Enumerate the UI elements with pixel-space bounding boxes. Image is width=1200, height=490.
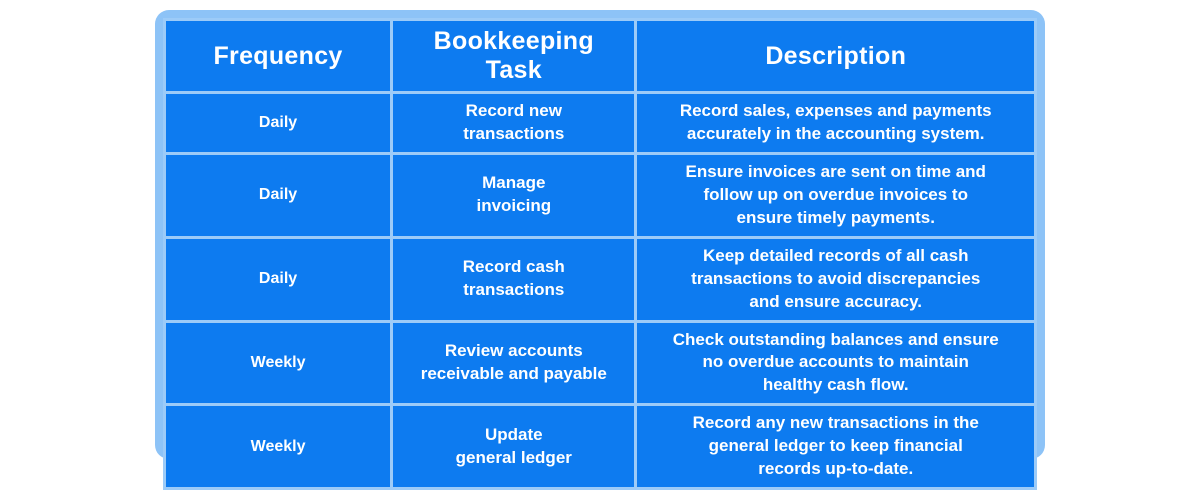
table-frame xyxy=(155,10,1045,479)
cell-task-line: transactions xyxy=(463,280,565,300)
cell-description xyxy=(637,323,1034,404)
table-header xyxy=(166,21,1034,91)
cell-description-line: Record any new transactions in the xyxy=(692,413,979,433)
table-row xyxy=(166,323,1034,404)
cell-task xyxy=(393,323,634,404)
cell-description-line: Keep detailed records of all cash xyxy=(702,245,969,265)
cell-description-line: and ensure accuracy. xyxy=(749,291,923,311)
column-header-description: Description xyxy=(637,21,1034,91)
cell-frequency: Daily xyxy=(166,94,390,152)
cell-description xyxy=(637,239,1034,320)
cell-frequency: Daily xyxy=(166,155,390,236)
cell-description-line: accurately in the accounting system. xyxy=(686,123,985,143)
cell-task-line: general ledger xyxy=(455,447,572,467)
cell-task xyxy=(393,94,634,152)
table-scroll-area xyxy=(163,18,1037,479)
column-header-task: Bookkeeping Task xyxy=(393,21,634,91)
cell-task-line: receivable and payable xyxy=(420,363,607,383)
cell-task-line: invoicing xyxy=(476,196,552,216)
cell-task xyxy=(393,155,634,236)
cell-description-line: Check outstanding balances and ensure xyxy=(672,329,999,349)
cell-description-line: general ledger to keep financial xyxy=(708,436,963,456)
cell-description-line: ensure timely payments. xyxy=(736,207,935,227)
cell-frequency: Weekly xyxy=(166,406,390,487)
cell-task-line: Record cash xyxy=(462,257,565,277)
cell-description-line: healthy cash flow. xyxy=(762,375,909,395)
cell-description xyxy=(637,155,1034,236)
cell-task xyxy=(393,239,634,320)
cell-frequency: Weekly xyxy=(166,323,390,404)
table-header-row xyxy=(166,21,1034,91)
cell-description-line: records up-to-date. xyxy=(758,459,914,479)
table-row xyxy=(166,155,1034,236)
cell-task-line: Update xyxy=(484,424,543,444)
table-row xyxy=(166,239,1034,320)
cell-description xyxy=(637,406,1034,487)
cell-task-line: Manage xyxy=(482,173,546,193)
column-header-frequency: Frequency xyxy=(166,21,390,91)
cell-task xyxy=(393,406,634,487)
cell-task-line: transactions xyxy=(463,123,565,143)
cell-description-line: Record sales, expenses and payments xyxy=(679,101,992,120)
table-body xyxy=(166,94,1034,487)
cell-task-line: Review accounts xyxy=(444,340,583,360)
cell-description xyxy=(637,94,1034,152)
table-row xyxy=(166,406,1034,487)
bookkeeping-schedule-table xyxy=(163,18,1037,490)
cell-task-line: Record new xyxy=(465,101,562,120)
cell-frequency: Daily xyxy=(166,239,390,320)
cell-description-line: transactions to avoid discrepancies xyxy=(691,268,981,288)
cell-description-line: no overdue accounts to maintain xyxy=(702,352,969,372)
cell-description-line: Ensure invoices are sent on time and xyxy=(685,161,986,181)
table-row xyxy=(166,94,1034,152)
cell-description-line: follow up on overdue invoices to xyxy=(703,184,968,204)
